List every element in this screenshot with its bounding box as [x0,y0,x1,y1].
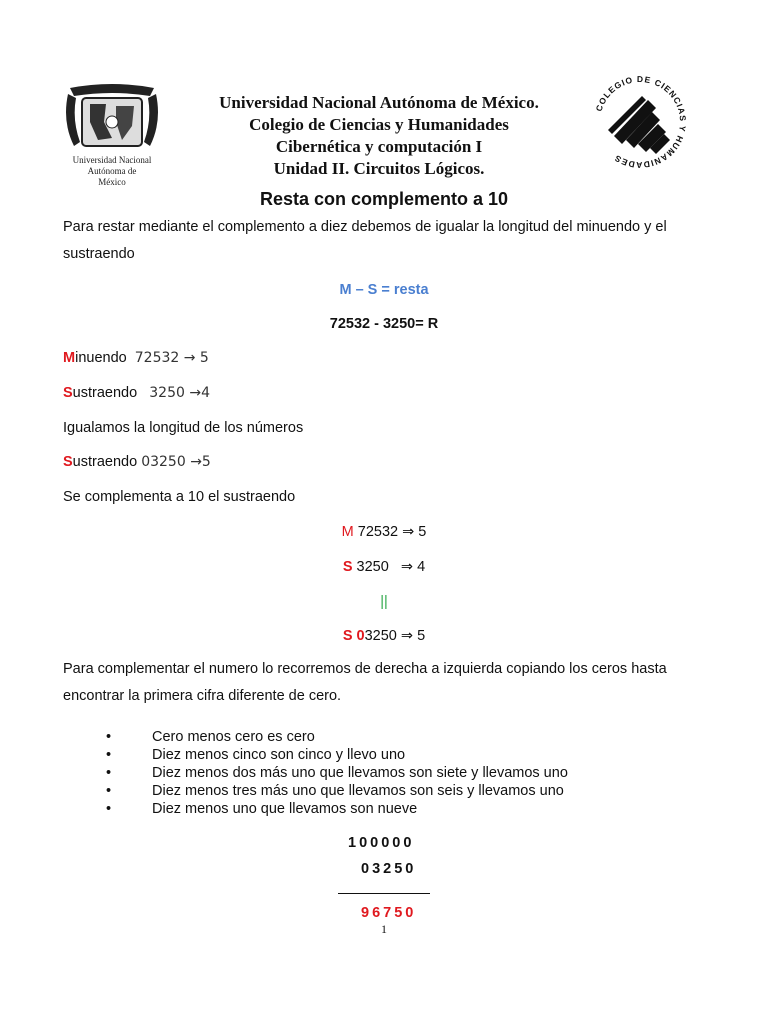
s-value: 3250 ⇒ 4 [352,559,426,575]
sustraendo-line [63,385,210,401]
sustraendo2-word: ustraendo [72,454,138,470]
svg-text:Universidad Nacional: Universidad Nacional [72,155,152,165]
sustraendo-initial: S [63,385,73,401]
sum-divider [338,893,430,894]
steps-list [63,728,568,818]
sum-second-number: 03250 [361,861,417,877]
document-header [0,92,768,180]
minuendo-value: 72532 → 5 [134,350,209,366]
svg-text:México: México [98,177,126,187]
parallel-symbol: || [380,594,388,610]
bullet-icon: • [106,783,112,799]
s0-letter: S 0 [342,628,365,644]
s0-value: 3250 ⇒ 5 [364,628,426,644]
bullet-icon: • [106,765,112,781]
svg-text:COLEGIO DE CIENCIAS Y HUMANIDA: COLEGIO DE CIENCIAS Y HUMANIDADES [593,73,689,171]
complement-explanation: Para complementar el numero lo recorremos de derecha a izquierda copiando los ceros hasta encontrar la primera cifra diferente de cero. [63,661,667,704]
m-letter: M [341,524,354,540]
minuendo-word: inuendo [75,350,127,366]
sustraendo-word: ustraendo [72,385,138,401]
header-university: Universidad Nacional Autónoma de México. [219,93,539,112]
formula: M – S = resta [339,282,429,298]
complementa-text: Se complementa a 10 el sustraendo [63,489,296,505]
header-college: Colegio de Ciencias y Humanidades [249,115,509,134]
page-title: Resta con complemento a 10 [259,189,509,209]
example-operation: 72532 - 3250= R [329,316,439,332]
m-line [0,524,768,540]
intro-paragraph: Para restar mediante el complemento a diez debemos de igualar la longitud del minuendo y el sustraendo [63,219,667,262]
sustraendo-value: 3250 →4 [149,385,210,401]
list-item: • Diez menos dos más uno que llevamos son siete y llevamos uno [106,765,568,781]
s0-line [0,628,768,644]
igualamos-text: Igualamos la longitud de los números [63,420,304,436]
s-line [0,559,768,575]
bullet-icon: • [106,747,112,763]
list-item: • Diez menos cinco son cinco y llevo uno [106,747,406,763]
sustraendo-padded-line [63,454,211,470]
header-unit: Unidad II. Circuitos Lógicos. [273,159,485,178]
svg-text:Autónoma de: Autónoma de [87,166,137,176]
m-value: 72532 ⇒ 5 [353,524,427,540]
bullet-icon: • [106,729,112,745]
minuendo-initial: M [63,350,76,366]
sustraendo2-initial: S [63,454,73,470]
sum-result: 96750 [361,905,417,921]
minuendo-line [63,350,209,366]
list-item: • Diez menos uno que llevamos son nueve [106,801,418,817]
list-item: • Diez menos tres más uno que llevamos son seis y llevamos uno [106,783,564,799]
sum-top-number: 100000 [348,835,415,851]
list-item: • Cero menos cero es cero [106,729,315,745]
bullet-icon: • [106,801,112,817]
s-letter: S [342,559,353,575]
sustraendo2-value: 03250 →5 [141,454,211,470]
page-number: 1 [381,922,387,936]
header-course: Cibernética y computación I [275,137,483,156]
